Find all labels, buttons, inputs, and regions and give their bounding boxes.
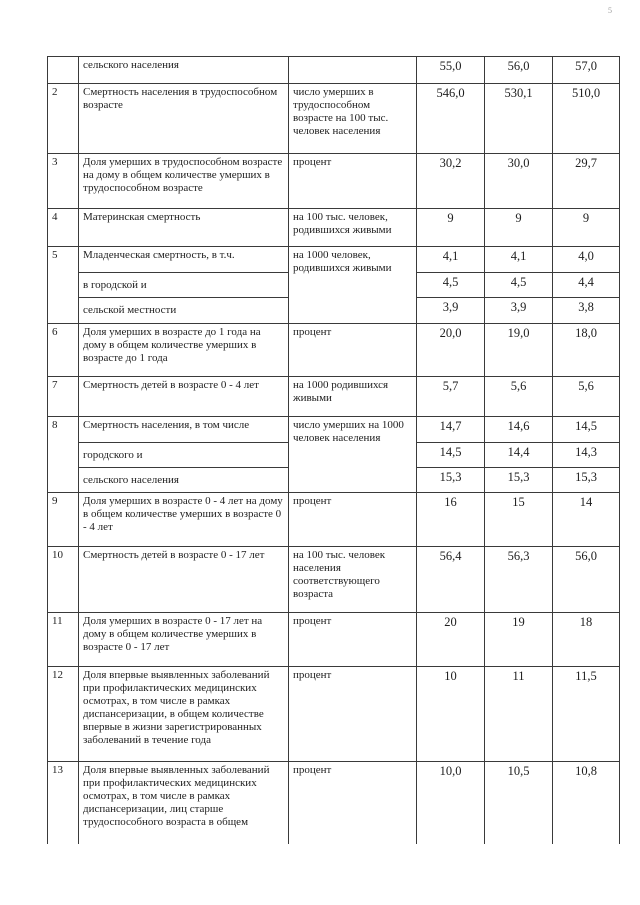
table-row [48, 324, 620, 377]
value-cell: 14,5 [553, 417, 620, 443]
row-number: 2 [48, 84, 79, 154]
indicator-name: городского и [79, 443, 289, 468]
row-number: 6 [48, 324, 79, 377]
unit-of-measure: на 100 тыс. человек населения соответствующего возраста [289, 547, 417, 613]
value-cell: 20 [417, 613, 485, 667]
indicators-table [47, 56, 620, 844]
value-cell: 15 [485, 493, 553, 547]
table-row [48, 417, 620, 443]
value-cell: 56,4 [417, 547, 485, 613]
value-cell: 14,5 [417, 443, 485, 468]
unit-of-measure: на 100 тыс. человек, родившихся живыми [289, 209, 417, 247]
value-cell: 10,0 [417, 762, 485, 844]
unit-of-measure: на 1000 человек, родившихся живыми [289, 247, 417, 324]
value-cell: 15,3 [417, 468, 485, 493]
value-cell: 18 [553, 613, 620, 667]
indicator-name: Смертность населения, в том числе [79, 417, 289, 443]
value-cell: 14 [553, 493, 620, 547]
value-cell: 56,0 [485, 57, 553, 84]
value-cell: 11 [485, 667, 553, 762]
table-row [48, 57, 620, 84]
value-cell: 10,5 [485, 762, 553, 844]
row-number: 5 [48, 247, 79, 324]
value-cell: 57,0 [553, 57, 620, 84]
value-cell: 5,7 [417, 377, 485, 417]
indicator-name: сельской местности [79, 298, 289, 324]
row-number: 7 [48, 377, 79, 417]
value-cell: 18,0 [553, 324, 620, 377]
value-cell: 9 [417, 209, 485, 247]
unit-of-measure: процент [289, 667, 417, 762]
table-row [48, 377, 620, 417]
value-cell: 15,3 [485, 468, 553, 493]
value-cell: 3,8 [553, 298, 620, 324]
indicator-name: Доля впервые выявленных заболеваний при профилактических медицинских осмотрах, в том числе в рамках диспансеризации, в общем количестве впервые в жизни зарегистрированных заболеваний в течение года [79, 667, 289, 762]
value-cell: 56,0 [553, 547, 620, 613]
value-cell: 3,9 [417, 298, 485, 324]
value-cell: 5,6 [485, 377, 553, 417]
indicator-name: сельского населения [79, 468, 289, 493]
value-cell: 4,5 [485, 273, 553, 298]
unit-of-measure: на 1000 родившихся живыми [289, 377, 417, 417]
value-cell: 4,5 [417, 273, 485, 298]
row-number: 3 [48, 154, 79, 209]
value-cell: 16 [417, 493, 485, 547]
indicator-name: Младенческая смертность, в т.ч. [79, 247, 289, 273]
indicator-name: Смертность детей в возрасте 0 - 17 лет [79, 547, 289, 613]
unit-of-measure: процент [289, 613, 417, 667]
table-row [48, 84, 620, 154]
table-row [48, 613, 620, 667]
value-cell: 4,4 [553, 273, 620, 298]
value-cell: 14,7 [417, 417, 485, 443]
value-cell: 20,0 [417, 324, 485, 377]
indicator-name: Доля умерших в возрасте 0 - 4 лет на дому в общем количестве умерших в возрасте 0 - 4 лет [79, 493, 289, 547]
value-cell: 19,0 [485, 324, 553, 377]
table-row [48, 547, 620, 613]
indicator-name: Доля умерших в возрасте 0 - 17 лет на дому в общем количестве умерших в возрасте 0 - 17 лет [79, 613, 289, 667]
value-cell: 55,0 [417, 57, 485, 84]
table-row [48, 667, 620, 762]
value-cell: 4,0 [553, 247, 620, 273]
row-number: 4 [48, 209, 79, 247]
indicator-name: Доля умерших в возрасте до 1 года на дому в общем количестве умерших в возрасте до 1 года [79, 324, 289, 377]
table-row [48, 154, 620, 209]
value-cell: 10 [417, 667, 485, 762]
value-cell: 14,3 [553, 443, 620, 468]
value-cell: 15,3 [553, 468, 620, 493]
row-number: 11 [48, 613, 79, 667]
value-cell: 546,0 [417, 84, 485, 154]
value-cell: 4,1 [417, 247, 485, 273]
indicator-name: Доля умерших в трудоспособном возрасте на дому в общем количестве умерших в трудоспособном возрасте [79, 154, 289, 209]
indicator-name: в городской и [79, 273, 289, 298]
value-cell: 14,6 [485, 417, 553, 443]
value-cell: 30,2 [417, 154, 485, 209]
value-cell: 530,1 [485, 84, 553, 154]
value-cell: 56,3 [485, 547, 553, 613]
value-cell: 4,1 [485, 247, 553, 273]
indicator-name: Смертность населения в трудоспособном возрасте [79, 84, 289, 154]
unit-of-measure: число умерших в трудоспособном возрасте на 100 тыс. человек населения [289, 84, 417, 154]
row-number [48, 57, 79, 84]
indicator-name: Смертность детей в возрасте 0 - 4 лет [79, 377, 289, 417]
value-cell: 9 [553, 209, 620, 247]
indicator-name: сельского населения [79, 57, 289, 84]
value-cell: 30,0 [485, 154, 553, 209]
row-number: 9 [48, 493, 79, 547]
unit-of-measure: число умерших на 1000 человек населения [289, 417, 417, 493]
value-cell: 510,0 [553, 84, 620, 154]
table-row [48, 247, 620, 273]
row-number: 10 [48, 547, 79, 613]
unit-of-measure: процент [289, 493, 417, 547]
indicator-name: Материнская смертность [79, 209, 289, 247]
value-cell: 10,8 [553, 762, 620, 844]
table-row [48, 493, 620, 547]
row-number: 12 [48, 667, 79, 762]
value-cell: 11,5 [553, 667, 620, 762]
value-cell: 5,6 [553, 377, 620, 417]
value-cell: 3,9 [485, 298, 553, 324]
page-mark: 5 [608, 6, 612, 15]
unit-of-measure [289, 57, 417, 84]
table-row [48, 762, 620, 844]
row-number: 8 [48, 417, 79, 493]
row-number: 13 [48, 762, 79, 844]
value-cell: 14,4 [485, 443, 553, 468]
indicator-name: Доля впервые выявленных заболеваний при профилактических медицинских осмотрах, в том числе в рамках диспансеризации, лиц старше трудоспособного возраста в общем [79, 762, 289, 844]
table-row [48, 209, 620, 247]
unit-of-measure: процент [289, 154, 417, 209]
unit-of-measure: процент [289, 762, 417, 844]
value-cell: 29,7 [553, 154, 620, 209]
value-cell: 9 [485, 209, 553, 247]
unit-of-measure: процент [289, 324, 417, 377]
value-cell: 19 [485, 613, 553, 667]
